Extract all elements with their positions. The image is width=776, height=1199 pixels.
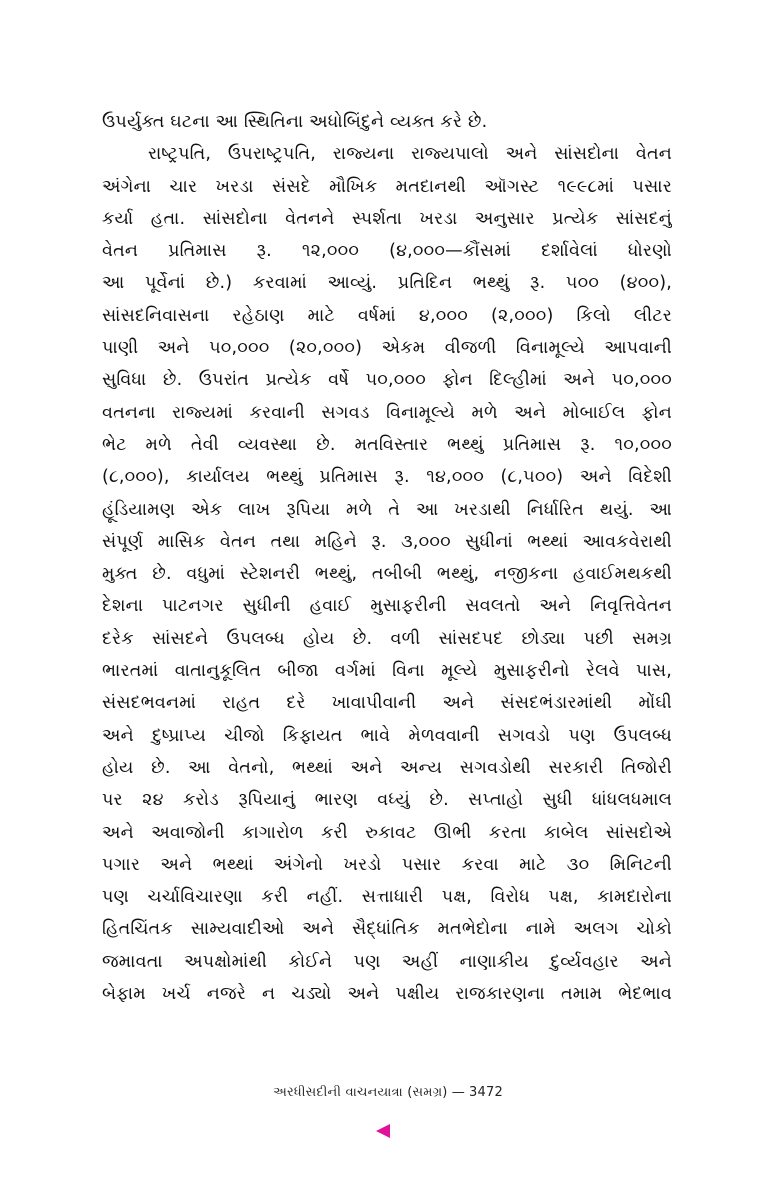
text-line: આ પૂર્વેનાં છે.) કરવામાં આવ્યું. પ્રતિદિન ભથ્થું રૂ. ૫૦૦ (૪૦૦),: [102, 273, 672, 294]
text-line: દરેક સાંસદને ઉપલબ્ધ હોય છે. વળી સાંસદપદ છોડ્યા પછી સમગ્ર: [102, 628, 672, 649]
text-line: અંગેના ચાર ખરડા સંસદે મૌખિક મતદાનથી ઑગસ્ટ ૧૯૯૮માં પસાર: [102, 176, 672, 197]
text-line: જમાવતા અપક્ષોમાંથી કોઈને પણ અહીં નાણાકીય દુર્વ્યવહાર અને: [102, 951, 672, 972]
page-footer: [0, 1085, 776, 1100]
text-line: સાંસદનિવાસના રહેઠાણ માટે વર્ષમાં ૪,૦૦૦ (૨,૦૦૦) કિલો લીટર: [102, 305, 672, 326]
footer-separator: —: [451, 1085, 465, 1100]
text-line: હૂંડિયામણ એક લાખ રૂપિયા મળે તે આ ખરડાથી નિર્ધારિત થયું. આ: [102, 499, 672, 520]
text-line: દેશના પાટનગર સુધીની હવાઈ મુસાફરીની સવલતો અને નિવૃત્તિવેતન: [102, 596, 672, 617]
text-line: પાણી અને ૫૦,૦૦૦ (૨૦,૦૦૦) એકમ વીજળી વિનામૂલ્યે આપવાની: [102, 338, 672, 359]
text-line: સંપૂર્ણ માસિક વેતન તથા મહિને રૂ. ૩,૦૦૦ સુધીનાં ભથ્થાં આવકવેરાથી: [102, 531, 672, 552]
text-line: ભેટ મળે તેવી વ્યવસ્થા છે. મતવિસ્તાર ભથ્થું પ્રતિમાસ રૂ. ૧૦,૦૦૦: [102, 434, 672, 455]
page-number: 3472: [469, 1085, 503, 1100]
text-line: પર ૨૪ કરોડ રૂપિયાનું ભારણ વધ્યું છે. સપ્તાહો સુધી ધાંધલધમાલ: [102, 790, 672, 811]
text-line: હિતચિંતક સામ્યવાદીઓ અને સૈદ્ધાંતિક મતભેદોના નામે અલગ ચોકો: [102, 919, 672, 940]
previous-page-triangle-left-icon[interactable]: [376, 1124, 390, 1138]
text-line: મુક્ત છે. વધુમાં સ્ટેશનરી ભથ્થું, તબીબી ભથ્થું, નજીકના હવાઈમથકથી: [102, 564, 672, 585]
text-line: વેતન પ્રતિમાસ રૂ. ૧૨,૦૦૦ (૪,૦૦૦—કૌંસમાં દર્શાવેલાં ધોરણો: [102, 241, 672, 262]
text-line: અને અવાજોની કાગારોળ કરી રુકાવટ ઊભી કરતા કાબેલ સાંસદોએ: [102, 822, 672, 843]
text-line: કર્યા હતા. સાંસદોના વેતનને સ્પર્શતા ખરડા અનુસાર પ્રત્યેક સાંસદનું: [102, 208, 672, 229]
text-line: વતનના રાજ્યમાં કરવાની સગવડ વિનામૂલ્યે મળે અને મોબાઈલ ફોન: [102, 402, 672, 423]
text-line: પણ ચર્ચાવિચારણા કરી નહીં. સત્તાધારી પક્ષ, વિરોધ પક્ષ, કામદારોના: [102, 887, 672, 908]
text-line: પગાર અને ભથ્થાં અંગેનો ખરડો પસાર કરવા માટે ૩૦ મિનિટની: [102, 854, 672, 875]
text-line: સુવિધા છે. ઉપરાંત પ્રત્યેક વર્ષે ૫૦,૦૦૦ ફોન દિલ્હીમાં અને ૫૦,૦૦૦: [102, 370, 672, 391]
text-line: અને દુષ્પ્રાપ્ય ચીજો કિફાયત ભાવે મેળવવાની સગવડો પણ ઉપલબ્ધ: [102, 725, 672, 746]
text-line: ઉપર્યુક્ત ઘટના આ સ્થિતિના અધોબિંદુને વ્યક્ત કરે છે.: [102, 112, 488, 132]
text-line: સંસદભવનમાં રાહત દરે ખાવાપીવાની અને સંસદભંડારમાંથી મોંઘી: [102, 693, 672, 714]
text-line: હોય છે. આ વેતનો, ભથ્થાં અને અન્ય સગવડોથી સરકારી તિજોરી: [102, 757, 672, 778]
text-line: ભારતમાં વાતાનુકૂલિત બીજા વર્ગમાં વિના મૂલ્યે મુસાફરીનો રેલવે પાસ,: [102, 661, 672, 682]
body-text: [102, 106, 672, 1010]
text-line: રાષ્ટ્રપતિ, ઉપરાષ્ટ્રપતિ, રાજ્યના રાજ્યપાલો અને સાંસદોના વેતન: [148, 144, 672, 165]
text-line: (૮,૦૦૦), કાર્યાલય ભથ્થું પ્રતિમાસ રૂ. ૧૪,૦૦૦ (૮,૫૦૦) અને વિદેશી: [102, 467, 672, 488]
book-title: અરધીસદીની વાચનયાત્રા (સમગ્ર): [273, 1085, 448, 1100]
text-line: બેફામ ખર્ચ નજરે ન ચડ્યો અને પક્ષીય રાજકારણના તમામ ભેદભાવ: [102, 984, 672, 1005]
